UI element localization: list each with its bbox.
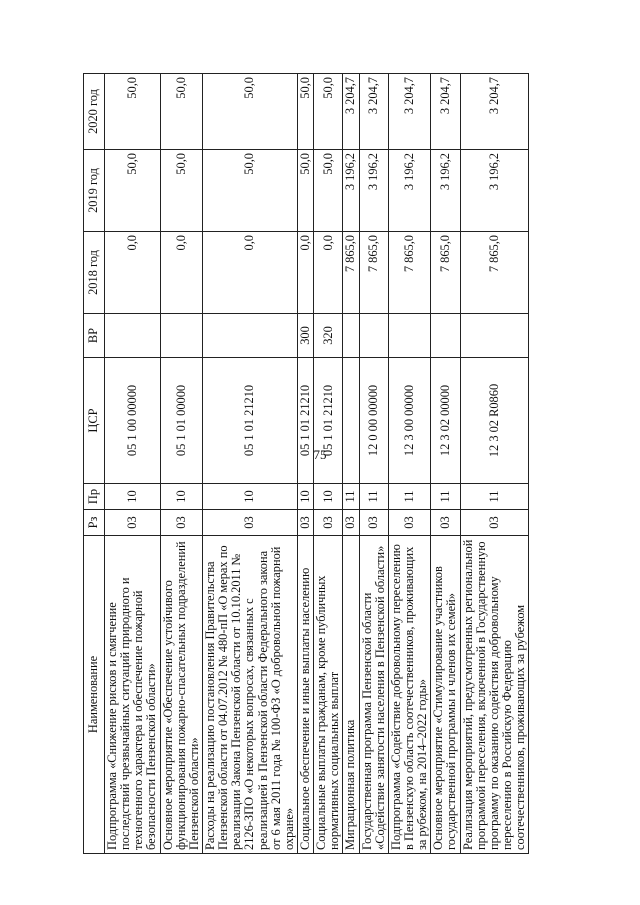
cell-2020: 50,0	[314, 74, 343, 150]
cell-name: Основное мероприятие «Стимулирование участников государственной программы и членов их семей»	[431, 536, 460, 854]
cell-pr: 10	[297, 484, 313, 510]
table-body	[105, 74, 529, 854]
cell-rz: 03	[297, 510, 313, 536]
cell-csr: 12 3 02 00000	[431, 358, 460, 484]
cell-csr: 12 3 00 00000	[388, 358, 430, 484]
cell-csr: 05 1 00 00000	[105, 358, 161, 484]
cell-2019: 3 196,2	[388, 150, 430, 232]
cell-vr	[431, 314, 460, 358]
rotated-table-container	[83, 74, 573, 854]
cell-rz: 03	[388, 510, 430, 536]
budget-table	[83, 73, 529, 854]
cell-rz: 03	[202, 510, 297, 536]
cell-rz: 03	[160, 510, 202, 536]
cell-name: Расходы на реализацию постановления Правительства Пензенской области от 04.07.2012 № 480-пП «О мерах по реализации Закона Пензенской области от 10.10.2011 № 2126-ЗПО «О некоторых вопросах, связанных с реализацией в Пензенской области Федерального закона от 6 мая 2011 года № 100-ФЗ «О добровольной пожарной охране»	[202, 536, 297, 854]
cell-vr: 320	[314, 314, 343, 358]
cell-csr: 05 1 01 21210	[314, 358, 343, 484]
cell-csr	[343, 358, 359, 484]
table-row	[460, 74, 529, 854]
cell-vr	[105, 314, 161, 358]
cell-vr	[160, 314, 202, 358]
table-row	[388, 74, 430, 854]
cell-pr: 11	[343, 484, 359, 510]
cell-2020: 3 204,7	[343, 74, 359, 150]
cell-2019: 50,0	[297, 150, 313, 232]
col-header-pr: Пр	[84, 484, 105, 510]
cell-csr: 12 0 00 00000	[359, 358, 388, 484]
cell-2020: 50,0	[202, 74, 297, 150]
cell-pr: 10	[314, 484, 343, 510]
cell-2019: 50,0	[160, 150, 202, 232]
page-number: 75	[313, 447, 327, 462]
cell-2018: 7 865,0	[359, 232, 388, 314]
cell-2019: 3 196,2	[431, 150, 460, 232]
cell-vr	[343, 314, 359, 358]
cell-vr: 300	[297, 314, 313, 358]
cell-2020: 50,0	[160, 74, 202, 150]
cell-rz: 03	[431, 510, 460, 536]
cell-pr: 11	[460, 484, 529, 510]
cell-name: Миграционная политика	[343, 536, 359, 854]
cell-2019: 50,0	[314, 150, 343, 232]
col-header-2018: 2018 год	[84, 232, 105, 314]
cell-2018: 0,0	[297, 232, 313, 314]
table-row	[343, 74, 359, 854]
col-header-name: Наименование	[84, 536, 105, 854]
col-header-2020: 2020 год	[84, 74, 105, 150]
table-row	[297, 74, 313, 854]
cell-csr: 05 1 01 21210	[297, 358, 313, 484]
cell-name: Государственная программа Пензенской области «Содействие занятости населения в Пензенской области»	[359, 536, 388, 854]
cell-vr	[388, 314, 430, 358]
cell-csr: 12 3 02 R0860	[460, 358, 529, 484]
col-header-2019: 2019 год	[84, 150, 105, 232]
cell-2020: 3 204,7	[359, 74, 388, 150]
cell-2018: 0,0	[105, 232, 161, 314]
table-row	[202, 74, 297, 854]
cell-2020: 3 204,7	[431, 74, 460, 150]
cell-rz: 03	[105, 510, 161, 536]
cell-2019: 3 196,2	[359, 150, 388, 232]
cell-csr: 05 1 01 21210	[202, 358, 297, 484]
cell-2020: 50,0	[105, 74, 161, 150]
cell-rz: 03	[460, 510, 529, 536]
cell-pr: 10	[160, 484, 202, 510]
cell-pr: 11	[359, 484, 388, 510]
cell-pr: 11	[388, 484, 430, 510]
cell-2019: 50,0	[105, 150, 161, 232]
cell-2018: 7 865,0	[460, 232, 529, 314]
table-row	[105, 74, 161, 854]
cell-2018: 0,0	[314, 232, 343, 314]
col-header-vr: ВР	[84, 314, 105, 358]
cell-rz: 03	[314, 510, 343, 536]
cell-vr	[460, 314, 529, 358]
cell-name: Реализация мероприятий, предусмотренных региональной программой переселения, включенной в Государственную программу по оказанию содействия добровольному переселению в Российскую Федерацию соотечественников, проживающих за рубежом	[460, 536, 529, 854]
table-row	[359, 74, 388, 854]
cell-pr: 10	[202, 484, 297, 510]
cell-vr	[359, 314, 388, 358]
cell-2019: 3 196,2	[343, 150, 359, 232]
cell-name: Социальные выплаты гражданам, кроме публичных нормативных социальных выплат	[314, 536, 343, 854]
cell-name: Основное мероприятие «Обеспечение устойчивого функционирования пожарно-спасательных подразделений Пензенской области»	[160, 536, 202, 854]
cell-2020: 3 204,7	[460, 74, 529, 150]
cell-2020: 3 204,7	[388, 74, 430, 150]
cell-2019: 3 196,2	[460, 150, 529, 232]
cell-2018: 7 865,0	[388, 232, 430, 314]
cell-2018: 7 865,0	[431, 232, 460, 314]
col-header-csr: ЦСР	[84, 358, 105, 484]
cell-2018: 0,0	[202, 232, 297, 314]
cell-name: Подпрограмма «Снижение рисков и смягчение последствий чрезвычайных ситуаций природного и техногенного характера и обеспечение пожарной безопасности Пензенской области»	[105, 536, 161, 854]
cell-2018: 0,0	[160, 232, 202, 314]
cell-pr: 10	[105, 484, 161, 510]
cell-pr: 11	[431, 484, 460, 510]
cell-2019: 50,0	[202, 150, 297, 232]
cell-rz: 03	[343, 510, 359, 536]
cell-2018: 7 865,0	[343, 232, 359, 314]
cell-rz: 03	[359, 510, 388, 536]
cell-name: Подпрограмма «Содействие добровольному переселению в Пензенскую область соотечественников, проживающих за рубежом, на 2014–2022 годы»	[388, 536, 430, 854]
cell-name: Социальное обеспечение и иные выплаты населению	[297, 536, 313, 854]
table-header-row	[84, 74, 105, 854]
cell-2020: 50,0	[297, 74, 313, 150]
table-row	[431, 74, 460, 854]
table-row	[314, 74, 343, 854]
table-row	[160, 74, 202, 854]
cell-csr: 05 1 01 00000	[160, 358, 202, 484]
cell-vr	[202, 314, 297, 358]
col-header-rz: Рз	[84, 510, 105, 536]
